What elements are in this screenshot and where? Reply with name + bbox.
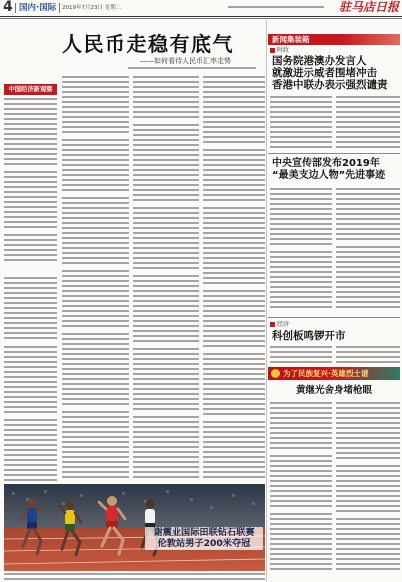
body-text-block (270, 188, 332, 248)
body-text-block (270, 96, 332, 151)
body-text-block (203, 353, 265, 418)
body-text-block (133, 124, 199, 204)
body-text-block (62, 197, 129, 267)
byline-text (128, 67, 256, 70)
body-text-block (133, 416, 199, 481)
sidebar-title: 新闻集装箱 (272, 35, 310, 44)
headline-line: 就激进示威者围堵冲击 (272, 67, 377, 79)
body-text-block (336, 246, 400, 311)
story-tag-label: 时政 (277, 47, 290, 54)
body-text-block (4, 346, 57, 416)
headline-line: 科创板鸣锣开市 (272, 330, 346, 342)
body-text-block (203, 76, 265, 146)
story-tag-label: 经济 (277, 321, 290, 328)
story-divider (268, 317, 400, 318)
body-text-block (270, 402, 332, 452)
photo-headline-overlay (145, 527, 263, 550)
body-text-block (336, 402, 400, 462)
photo-caption-text (4, 573, 265, 581)
emblem-icon (271, 369, 280, 378)
column-tag: 中国经济新观察 (4, 84, 57, 95)
story-divider (268, 153, 400, 154)
main-subheadline: ——如何看待人民币汇率走势 (140, 57, 231, 65)
section-label: 国内·国际 (15, 3, 60, 13)
body-text-block (203, 421, 265, 481)
headline-line: 香港中联办表示强烈谴责 (272, 79, 388, 91)
body-text-block (4, 98, 57, 168)
body-text-block (62, 411, 129, 481)
masthead-logo: 驻马店日报 (338, 0, 399, 14)
body-text-block (336, 188, 400, 243)
story-headline-hk (272, 55, 388, 91)
body-text-block (4, 277, 57, 342)
story-tag-politics (270, 47, 289, 54)
header-rule (0, 16, 402, 17)
page-number: 4 (3, 0, 13, 15)
body-text-block (336, 346, 400, 364)
body-text-block (133, 275, 199, 345)
body-text-block (270, 251, 332, 311)
body-text-block (270, 513, 332, 573)
body-text-block (203, 207, 265, 287)
photo-headline-line2: 伦敦站男子200米夺冠 (157, 538, 251, 549)
tag-square-icon (270, 48, 275, 53)
body-text-block (203, 149, 265, 204)
body-text-block (270, 346, 332, 364)
headline-line: 中央宣传部发布2019年 (272, 158, 380, 169)
tag-square-icon (270, 322, 275, 327)
body-text-block (62, 270, 129, 330)
body-text-block (336, 518, 400, 573)
column-divider (266, 20, 267, 582)
series-banner-text: 为了民族复兴·英雄烈士谱 (283, 369, 369, 378)
headline-line: “最美支边人物”先进事迹 (272, 170, 386, 181)
series-headline: 黄继光舍身堵枪眼 (295, 385, 372, 396)
body-text-block (133, 348, 199, 413)
main-headline: 人民币走稳有底气 (62, 32, 234, 56)
body-text-block (270, 455, 332, 510)
story-headline-star-market (272, 330, 346, 342)
issue-date: 2019年7月23日 星期二 (62, 5, 122, 11)
body-text-block (336, 96, 400, 151)
body-text-block (62, 333, 129, 408)
body-text-block (4, 171, 57, 231)
body-text-block (203, 290, 265, 350)
headline-line: 国务院港澳办发言人 (272, 55, 367, 67)
body-text-block (62, 139, 129, 194)
body-text-block (133, 76, 199, 121)
photo-headline-line1: 谢震业国际田联钻石联赛 (153, 527, 255, 538)
story-headline-propaganda (272, 158, 385, 182)
story-tag-economy (270, 321, 289, 328)
body-text-block (133, 207, 199, 272)
body-text-block (4, 234, 57, 264)
body-text-block (336, 465, 400, 515)
header-rule-thin (0, 18, 402, 19)
header-credits-text (228, 6, 324, 9)
body-text-block (4, 419, 57, 481)
body-text-block (62, 76, 129, 136)
